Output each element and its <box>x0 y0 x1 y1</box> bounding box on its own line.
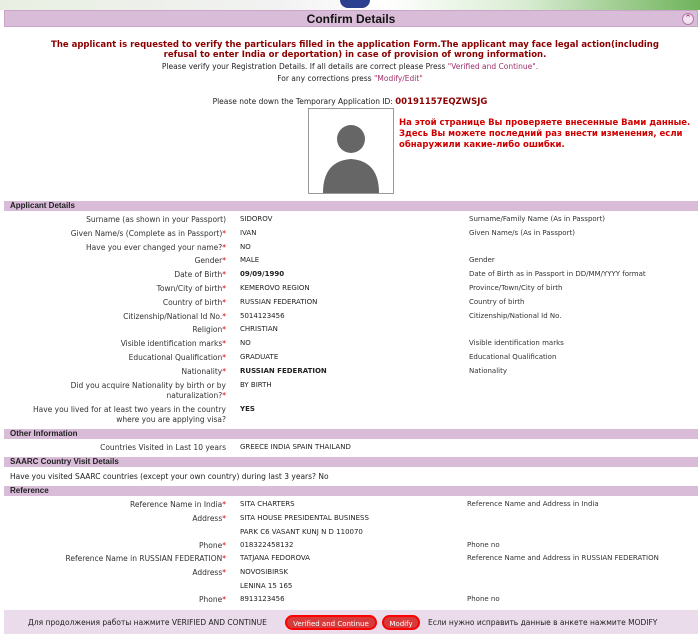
field-hint: Date of Birth as in Passport in DD/MM/YYYY format <box>469 270 646 279</box>
field-value: 09/09/1990 <box>240 270 285 279</box>
field-value: RUSSIAN FEDERATION <box>240 366 327 375</box>
verify-instructions <box>0 62 700 71</box>
field-label-wrap <box>129 353 226 362</box>
required-marker: * <box>222 391 226 400</box>
applicant-row <box>0 298 700 311</box>
reference-rf-phone-hint: Phone no <box>467 595 500 603</box>
reference-india-address-2: PARK C6 VASANT KUNJ N D 110070 <box>240 528 363 536</box>
required-marker: * <box>222 500 226 509</box>
ru-instruction-note: На этой странице Вы проверяете внесенные Вами данные. Здесь Вы можете последний раз внести изменения, если обнаружили какие-либо ошибки. <box>399 118 691 150</box>
required-marker: * <box>222 284 226 293</box>
applicant-photo <box>308 108 394 194</box>
reference-rf-address-row <box>0 568 700 581</box>
field-value: CHRISTIAN <box>240 325 278 334</box>
field-hint: Nationality <box>469 366 508 375</box>
field-label-wrap <box>71 229 226 238</box>
verified-and-continue-button[interactable]: Verified and Continue <box>285 615 377 630</box>
lived-label-2: where you are applying visa? <box>116 415 226 424</box>
field-label-wrap <box>195 256 226 265</box>
field-hint: Province/Town/City of birth <box>469 284 563 292</box>
reference-india-address-1: SITA HOUSE PRESIDENTAL BUSINESS <box>240 514 369 522</box>
footer-right-text: Если нужно исправить данные в анкете нажмите MODIFY <box>428 618 658 627</box>
reference-rf-phone-label-wrap <box>199 595 226 604</box>
required-marker: * <box>222 297 226 307</box>
field-hint: Gender <box>469 256 495 265</box>
field-value: RUSSIAN FEDERATION <box>240 297 318 306</box>
reference-rf-name: TATJANA FEDOROVA <box>240 554 310 562</box>
field-label: Gender <box>194 256 223 266</box>
field-label-wrap <box>174 270 226 279</box>
applicant-row <box>0 256 700 269</box>
required-marker: * <box>222 595 226 604</box>
reference-rf-address-label-wrap <box>192 568 226 577</box>
field-value: NO <box>240 242 251 251</box>
applicant-row <box>0 215 700 228</box>
field-label-wrap <box>182 367 226 376</box>
required-marker: * <box>222 325 226 335</box>
modify-button[interactable]: Modify <box>382 615 420 630</box>
reference-rf-label: Reference Name in RUSSIAN FEDERATION <box>65 554 223 563</box>
field-label: Citizenship/National Id No. <box>123 311 223 321</box>
applicant-row <box>0 339 700 352</box>
verify-instructions-action: "Verified and Continue". <box>447 62 539 71</box>
applicant-row <box>0 243 700 256</box>
field-hint: Visible identification marks <box>469 339 564 348</box>
field-value: SIDOROV <box>240 215 273 223</box>
reference-rf-address-1: NOVOSIBIRSK <box>240 568 289 576</box>
reference-rf-phone: 8913123456 <box>240 595 285 603</box>
field-label: Surname (as shown in your Passport) <box>86 215 226 224</box>
field-label: Country of birth <box>162 297 223 307</box>
reference-rf-address-label: Address <box>192 568 223 577</box>
countries-visited-row <box>0 443 700 456</box>
avatar-icon <box>309 109 393 193</box>
field-label: Educational Qualification <box>128 353 223 362</box>
legal-warning: The applicant is requested to verify the particulars filled in the application Form.The applicant may face legal action(including refusal to enter India or deportation) in case of provision of wrong information. <box>51 40 659 60</box>
section-other-information: Other Information <box>4 429 698 439</box>
reference-rf-name-row <box>0 554 700 567</box>
field-label-wrap <box>192 325 226 334</box>
reference-india-label-wrap <box>130 500 226 509</box>
field-label-wrap <box>163 298 226 307</box>
reference-india-phone-label-wrap <box>199 541 226 550</box>
required-marker: * <box>222 242 226 252</box>
verify-instructions-text: Please verify your Registration Details. If all details are correct please Press <box>161 62 446 71</box>
field-label-wrap <box>121 339 226 348</box>
reference-rf-address-row-2 <box>0 582 700 595</box>
countries-label: Countries Visited in Last 10 years <box>100 443 226 452</box>
lived-label-1: Have you lived for at least two years in the country <box>32 405 226 414</box>
field-label-wrap <box>86 215 226 224</box>
reference-india-phone: 018322458132 <box>240 541 294 549</box>
required-marker: * <box>222 228 226 238</box>
applicant-row <box>0 367 700 380</box>
reference-india-address-row-2 <box>0 528 700 541</box>
section-reference: Reference <box>4 486 698 496</box>
field-value: 5014123456 <box>240 311 285 320</box>
emblem-icon <box>340 0 370 8</box>
acquire-value: BY BIRTH <box>240 381 272 389</box>
field-label: Given Name/s (Complete as in Passport) <box>70 228 223 238</box>
reference-rf-phone-row <box>0 595 700 608</box>
field-value: KEMEROVO REGION <box>240 284 310 292</box>
reference-india-address-label: Address <box>192 514 223 523</box>
field-label-wrap <box>123 312 226 321</box>
required-marker: * <box>222 541 226 550</box>
temp-id-value: 00191157EQZWSJG <box>395 97 488 107</box>
required-marker: * <box>222 311 226 321</box>
applicant-row <box>0 270 700 283</box>
applicant-row <box>0 353 700 366</box>
reference-india-address-label-wrap <box>192 514 226 523</box>
reference-india-name-row <box>0 500 700 513</box>
field-label: Nationality <box>181 366 223 376</box>
field-hint: Educational Qualification <box>469 353 557 361</box>
saarc-question: Have you visited SAARC countries (except your own country) during last 3 years? No <box>10 472 329 481</box>
required-marker: * <box>222 339 226 349</box>
required-marker: * <box>222 256 226 266</box>
field-hint: Given Name/s (As in Passport) <box>469 228 575 237</box>
field-label: Date of Birth <box>174 270 223 280</box>
reference-rf-label-wrap <box>65 554 226 563</box>
field-hint: Surname/Family Name (As in Passport) <box>469 215 606 223</box>
top-banner <box>0 0 700 10</box>
required-marker: * <box>222 554 226 563</box>
reference-rf-address-2: LENINA 15 165 <box>240 582 293 590</box>
reference-india-hint: Reference Name and Address in India <box>467 500 599 508</box>
footer-left-text: Для продолжения работы нажмите VERIFIED AND CONTINUE <box>28 618 267 627</box>
footer-action-bar <box>4 610 698 634</box>
reference-india-phone-row <box>0 541 700 554</box>
field-label-wrap <box>86 243 226 252</box>
field-value: NO <box>240 339 251 348</box>
required-marker: * <box>222 568 226 577</box>
corrections-action: "Modify/Edit" <box>373 74 423 83</box>
reference-rf-phone-label: Phone <box>199 595 223 604</box>
reference-india-label: Reference Name in India <box>129 500 223 509</box>
temp-application-id <box>0 97 700 107</box>
reference-india-phone-label: Phone <box>199 541 223 550</box>
required-marker: * <box>222 366 226 376</box>
countries-value: GREECE INDIA SPAIN THAILAND <box>240 443 351 451</box>
acquire-label-1: Did you acquire Nationality by birth or by <box>70 381 226 390</box>
field-label-wrap <box>157 284 226 293</box>
reference-india-address-row <box>0 514 700 527</box>
required-marker: * <box>222 514 226 523</box>
reference-india-name: SITA CHARTERS <box>240 500 295 508</box>
required-marker: * <box>222 270 226 280</box>
field-hint: Country of birth <box>469 297 525 306</box>
field-label: Have you ever changed your name? <box>86 242 223 252</box>
acquire-label-2: naturalization? <box>166 391 223 400</box>
page-title: Confirm Details <box>306 12 396 26</box>
applicant-row <box>0 312 700 325</box>
field-label: Visible identification marks <box>120 339 223 349</box>
chevron-up-icon[interactable]: ⌃ <box>682 13 694 25</box>
lived-value: YES <box>240 405 255 413</box>
temp-id-label: Please note down the Temporary Application ID: <box>212 97 393 106</box>
applicant-row <box>0 229 700 242</box>
acquire-label-2-wrap <box>166 391 226 400</box>
applicant-row <box>0 325 700 338</box>
reference-india-phone-hint: Phone no <box>467 541 500 549</box>
field-label: Religion <box>192 325 223 335</box>
reference-rf-hint: Reference Name and Address in RUSSIAN FEDERATION <box>467 554 659 562</box>
field-value: MALE <box>240 256 260 265</box>
field-hint: Citizenship/National Id No. <box>469 311 562 320</box>
field-value: IVAN <box>240 228 257 237</box>
section-applicant-details: Applicant Details <box>4 201 698 211</box>
corrections-instructions <box>0 74 700 83</box>
acquire-nationality-row <box>0 381 700 400</box>
field-label: Town/City of birth <box>156 284 223 293</box>
applicant-row <box>0 284 700 297</box>
title-bar <box>4 10 698 27</box>
corrections-text: For any corrections press <box>277 74 372 83</box>
lived-two-years-row <box>0 405 700 424</box>
section-saarc: SAARC Country Visit Details <box>4 457 698 467</box>
required-marker: * <box>222 353 226 362</box>
field-value: GRADUATE <box>240 353 279 361</box>
